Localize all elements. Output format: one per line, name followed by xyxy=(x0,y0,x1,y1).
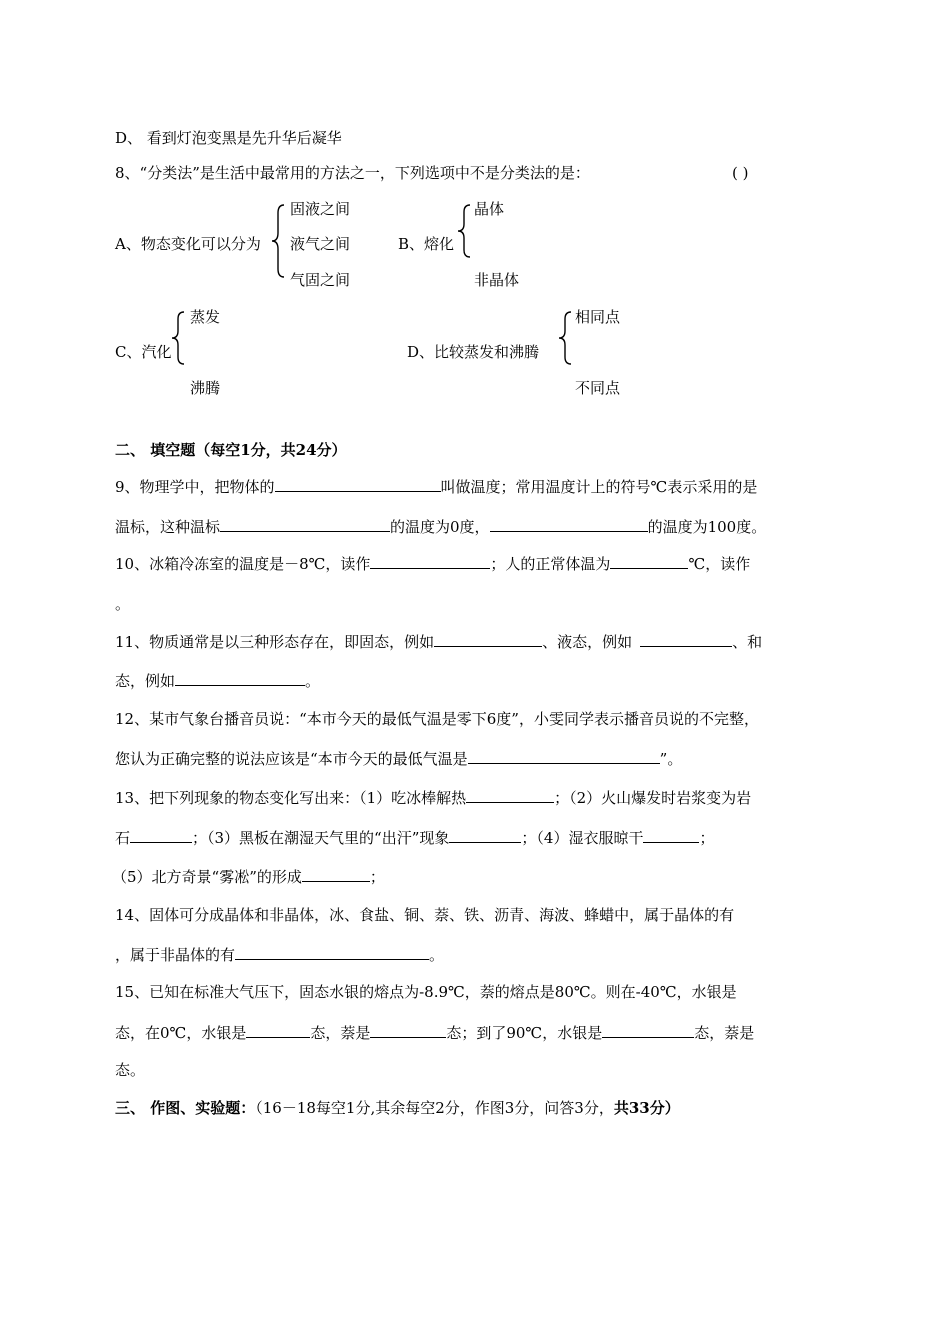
q14-line-1: 14、固体可分成晶体和非晶体，冰、食盐、铜、萘、铁、沥青、海波、蜂蜡中，属于晶体的有 xyxy=(115,906,735,924)
q7-option-d: D、 看到灯泡变黑是先升华后凝华 xyxy=(115,129,342,147)
q13-blank-5[interactable] xyxy=(302,866,370,882)
q11-line-2: 态，例如 。 xyxy=(115,672,321,690)
q15-line-3: 态。 xyxy=(115,1061,146,1079)
q11-line-1: 11、物质通常是以三种形态存在，即固态，例如 、液态，例如 、和 xyxy=(115,633,763,651)
q8-option-a-label: A、物态变化可以分为 xyxy=(115,235,261,253)
brace-icon xyxy=(557,310,573,366)
q8-option-b-label: B、熔化 xyxy=(398,235,455,253)
brace-icon xyxy=(170,310,186,366)
q13-line-2: 石 ；（3）黑板在潮湿天气里的“出汗”现象 ；（4）湿衣服晾干 ； xyxy=(115,829,715,847)
section-3-title: 三、 作图、实验题：（16－18每空1分,其余每空2分，作图3分，问答3分，共33分） xyxy=(115,1099,680,1117)
q13-blank-3[interactable] xyxy=(449,827,521,843)
q9-line-1: 9、物理学中，把物体的 叫做温度；常用温度计上的符号℃表示采用的是 xyxy=(115,478,758,496)
q14-line-2: ，属于非晶体的有 。 xyxy=(115,946,445,964)
q13-line-3: （5）北方奇景“雾凇”的形成 ； xyxy=(112,868,385,886)
q11-blank-3[interactable] xyxy=(175,670,305,686)
q15-blank-2[interactable] xyxy=(370,1022,446,1038)
q9-blank-2[interactable] xyxy=(220,516,390,532)
q12-line-2: 您认为正确完整的说法应该是“本市今天的最低气温是 ”。 xyxy=(115,750,683,768)
q13-blank-1[interactable] xyxy=(466,787,554,803)
q9-line-2: 温标，这种温标 的温度为0度， 的温度为100度。 xyxy=(115,518,767,536)
q13-blank-4[interactable] xyxy=(643,827,699,843)
brace-icon xyxy=(456,203,472,259)
q12-blank[interactable] xyxy=(468,748,660,764)
q8-option-a-item: 液气之间 xyxy=(290,235,351,253)
q8-answer-paren: ( ) xyxy=(732,164,749,182)
q8-option-c-item: 蒸发 xyxy=(190,308,221,326)
q11-blank-1[interactable] xyxy=(434,631,542,647)
q8-option-a-item: 气固之间 xyxy=(290,271,351,289)
section-2-title: 二、 填空题（每空1分，共24分） xyxy=(115,441,347,459)
q14-blank[interactable] xyxy=(235,944,429,960)
q8-option-c-item: 沸腾 xyxy=(190,379,221,397)
q15-line-1: 15、已知在标准大气压下，固态水银的熔点为-8.9℃，萘的熔点是80℃。则在-40℃，水银是 xyxy=(115,983,737,1001)
q12-line-1: 12、某市气象台播音员说：“本市今天的最低气温是零下6度”，小雯同学表示播音员说的不完整， xyxy=(115,710,759,728)
q8-option-b-item: 非晶体 xyxy=(474,271,520,289)
q8-option-a-item: 固液之间 xyxy=(290,200,351,218)
q9-blank-3[interactable] xyxy=(490,516,648,532)
q8-option-c-label: C、汽化 xyxy=(115,343,172,361)
q11-blank-2[interactable] xyxy=(640,631,732,647)
q10-line-2: 。 xyxy=(115,595,131,613)
q8-option-d-label: D、比较蒸发和沸腾 xyxy=(407,343,540,361)
q8-stem: 8、“分类法”是生活中最常用的方法之一，下列选项中不是分类法的是： xyxy=(115,164,590,182)
brace-icon xyxy=(270,203,286,279)
q8-option-b-item: 晶体 xyxy=(474,200,505,218)
q13-blank-2[interactable] xyxy=(130,827,192,843)
q10-blank-1[interactable] xyxy=(370,553,490,569)
q15-line-2: 态，在0℃，水银是 态，萘是 态；到了90℃，水银是 态，萘是 xyxy=(115,1024,755,1042)
q15-blank-3[interactable] xyxy=(602,1022,694,1038)
q9-blank-1[interactable] xyxy=(275,476,441,492)
q8-option-d-item: 相同点 xyxy=(575,308,621,326)
q13-line-1: 13、把下列现象的物态变化写出来：（1）吃冰棒解热 ；（2）火山爆发时岩浆变为岩 xyxy=(115,789,752,807)
q8-option-d-item: 不同点 xyxy=(575,379,621,397)
q10-line-1: 10、冰箱冷冻室的温度是－8℃，读作 ；人的正常体温为 ℃，读作 xyxy=(115,555,751,573)
q10-blank-2[interactable] xyxy=(610,553,688,569)
q15-blank-1[interactable] xyxy=(246,1022,310,1038)
